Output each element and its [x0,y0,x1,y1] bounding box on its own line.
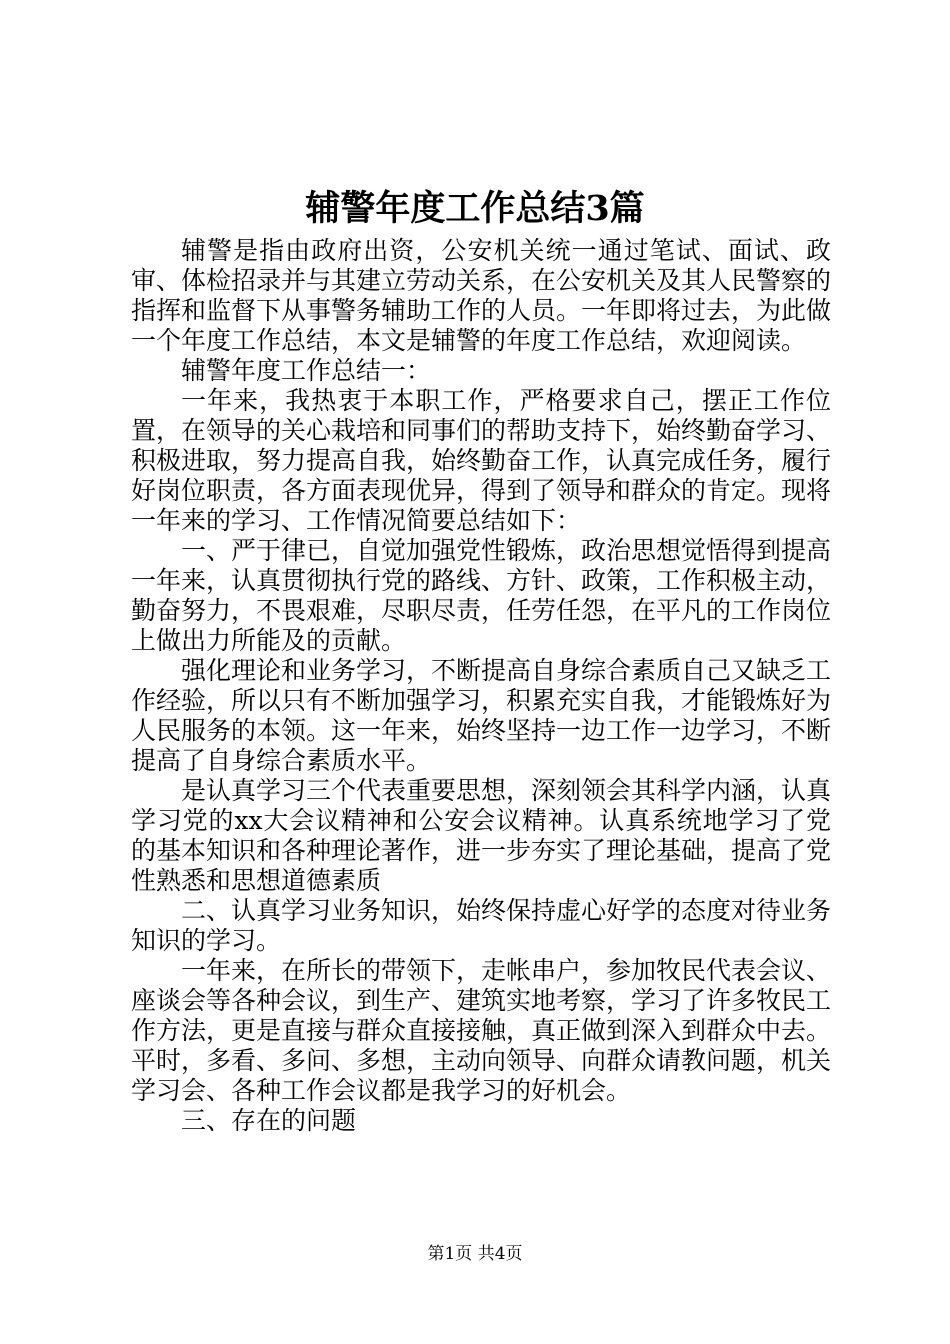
document-title: 辅警年度工作总结3篇 [305,188,645,229]
paragraph-intro: 辅警是指由政府出资，公安机关统一通过笔试、面试、政审、体检招录并与其建立劳动关系，在公安机关及其人民警察的指挥和监督下从事警务辅助工作的人员。一年即将过去，为此做一个年度工作总结，本文是辅警的年度工作总结，欢迎阅读。 [131,236,832,355]
paragraph: 一、严于律已，自觉加强党性锻炼，政治思想觉悟得到提高一年来，认真贯彻执行党的路线、方针、政策，工作积极主动，勤奋努力，不畏艰难，尽职尽责，任劳任怨，在平凡的工作岗位上做出力所能及的贡献。 [131,536,832,655]
paragraph: 三、存在的问题 [181,1106,357,1135]
paragraph-section-heading: 辅警年度工作总结一： [181,356,432,385]
paragraph: 强化理论和业务学习，不断提高自身综合素质自己又缺乏工作经验，所以只有不断加强学习，积累充实自我，才能锻炼好为人民服务的本领。这一年来，始终坚持一边工作一边学习，不断提高了自身综合素质水平。 [131,656,832,775]
document-body [131,236,831,1136]
paragraph: 一年来，我热衷于本职工作，严格要求自己，摆正工作位置，在领导的关心栽培和同事们的帮助支持下，始终勤奋学习、积极进取，努力提高自我，始终勤奋工作，认真完成任务，履行好岗位职责，各方面表现优异，得到了领导和群众的肯定。现将一年来的学习、工作情况简要总结如下： [131,386,832,535]
paragraph: 二、认真学习业务知识，始终保持虚心好学的态度对待业务知识的学习。 [131,896,832,955]
paragraph: 是认真学习三个代表重要思想，深刻领会其科学内涵，认真学习党的xx大会议精神和公安会议精神。认真系统地学习了党的基本知识和各种理论著作，进一步夯实了理论基础，提高了党性熟悉和思想道德素质 [131,776,832,895]
paragraph: 一年来，在所长的带领下，走帐串户，参加牧民代表会议、座谈会等各种会议，到生产、建筑实地考察，学习了许多牧民工作方法，更是直接与群众直接接触，真正做到深入到群众中去。平时，多看、多问、多想，主动向领导、向群众请教问题，机关学习会、各种工作会议都是我学习的好机会。 [131,956,832,1105]
page-number: 第1页 共4页 [427,1244,523,1264]
